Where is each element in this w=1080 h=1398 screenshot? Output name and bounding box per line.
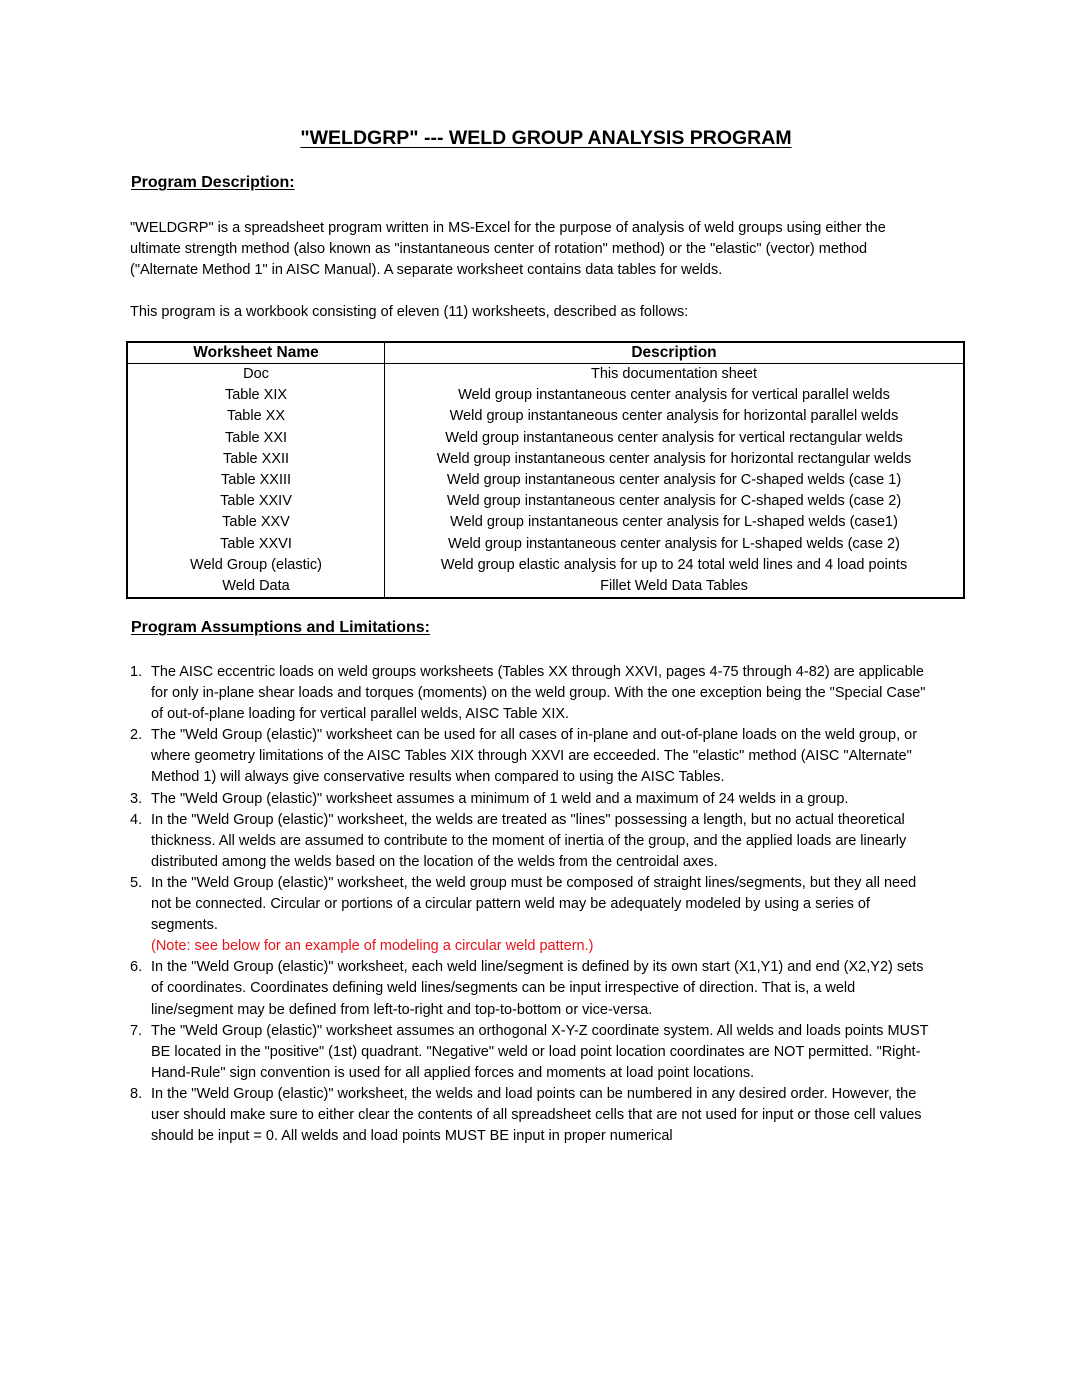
worksheet-name-cell: Table XX [127, 406, 385, 427]
description-cell: Weld group instantaneous center analysis for L-shaped welds (case1) [450, 514, 898, 531]
list-item [130, 873, 930, 957]
table-header-row [127, 342, 964, 364]
worksheet-name-cell: Doc [127, 364, 385, 386]
item-text: The "Weld Group (elastic)" worksheet assumes a minimum of 1 weld and a maximum of 24 welds in a group. [151, 790, 849, 807]
column-header-worksheet-name: Worksheet Name [127, 342, 385, 364]
table-row [127, 364, 964, 386]
item-text: The "Weld Group (elastic)" worksheet assumes an orthogonal X-Y-Z coordinate system. All welds and loads points MUST BE located in the "positive" (1st) quadrant. "Negative" weld or load point location coordinates are NOT permitted. "Right-Hand-Rule" sign convention is used for all applied forces and moments at load point locations. [151, 1022, 929, 1081]
description-cell: This documentation sheet [590, 366, 758, 382]
item-text: In the "Weld Group (elastic)" worksheet, the welds are treated as "lines" possessing a length, but no actual theoretical thickness. All welds are assumed to contribute to the moment of inertia of the group, and the applied loads are linearly distributed among the welds based on the location of the welds from the centroidal axes. [151, 811, 907, 870]
column-header-description: Description [385, 342, 965, 364]
list-item [130, 957, 930, 1020]
list-item [130, 810, 930, 873]
program-description-heading: Program Description: [131, 174, 295, 191]
worksheet-name-cell: Table XXIV [127, 491, 385, 512]
description-cell: Weld group instantaneous center analysis for vertical rectangular welds [445, 429, 903, 446]
worksheet-name-cell: Weld Group (elastic) [127, 555, 385, 576]
worksheet-name-cell: Table XXVI [127, 534, 385, 555]
table-row [127, 428, 964, 449]
list-item [130, 662, 930, 725]
worksheet-name-cell: Table XXV [127, 512, 385, 533]
item-number: 5. [130, 874, 143, 891]
description-cell: Weld group instantaneous center analysis for C-shaped welds (case 2) [446, 493, 902, 510]
worksheet-table [126, 341, 965, 599]
item-text: The "Weld Group (elastic)" worksheet can be used for all cases of in-plane and out-of-plane loads on the weld group, or where geometry limitations of the AISC Tables XIX through XXVI are ecceeded. The "elastic" method (AISC "Alternate" Method 1) will always give conservative results when compared to using the AISC Tables. [151, 727, 918, 786]
description-cell: Fillet Weld Data Tables [600, 578, 748, 595]
assumptions-list [130, 662, 930, 1147]
page-title: "WELDGRP" --- WELD GROUP ANALYSIS PROGRAM [300, 127, 792, 149]
item-number: 3. [130, 790, 143, 807]
worksheet-name-cell: Table XXI [127, 428, 385, 449]
description-cell: Weld group instantaneous center analysis for vertical parallel welds [458, 387, 890, 404]
item-number: 6. [130, 959, 143, 976]
table-row [127, 512, 964, 533]
description-cell: Weld group instantaneous center analysis for horizontal rectangular welds [436, 450, 912, 467]
table-row [127, 470, 964, 491]
description-paragraph: "WELDGRP" is a spreadsheet program written in MS-Excel for the purpose of analysis of weld groups using either the ultimate strength method (also known as "instantaneous center of rotation" method) or the "elastic" (vector) method ("Alternate Method 1" in AISC Manual). A separate worksheet contains data tables for welds. [130, 220, 886, 279]
circular-weld-note: (Note: see below for an example of modeling a circular weld pattern.) [151, 938, 594, 955]
list-item [130, 1084, 930, 1147]
list-item [130, 789, 930, 810]
description-cell: Weld group elastic analysis for up to 24 total weld lines and 4 load points [440, 556, 908, 573]
item-text: In the "Weld Group (elastic)" worksheet, the weld group must be composed of straight lines/segments, but they all need not be connected. Circular or portions of a circular pattern weld may be adequately modeled by using a series of segments. [151, 874, 917, 934]
description-cell: Weld group instantaneous center analysis for horizontal parallel welds [449, 408, 899, 425]
table-row [127, 576, 964, 598]
list-item [130, 725, 930, 788]
item-number: 8. [130, 1085, 143, 1102]
table-row [127, 534, 964, 555]
table-row [127, 406, 964, 427]
worksheet-name-cell: Table XXIII [127, 470, 385, 491]
worksheet-name-cell: Weld Data [127, 576, 385, 598]
table-row [127, 449, 964, 470]
description-cell: Weld group instantaneous center analysis for L-shaped welds (case 2) [448, 535, 900, 552]
list-item [130, 1021, 930, 1084]
item-number: 4. [130, 811, 143, 828]
item-number: 2. [130, 727, 143, 744]
workbook-intro-paragraph: This program is a workbook consisting of eleven (11) worksheets, described as follows: [130, 304, 689, 320]
table-row [127, 555, 964, 576]
table-row [127, 491, 964, 512]
worksheet-name-cell: Table XXII [127, 449, 385, 470]
description-cell: Weld group instantaneous center analysis for C-shaped welds (case 1) [446, 472, 902, 489]
item-number: 7. [130, 1022, 143, 1039]
assumptions-heading: Program Assumptions and Limitations: [131, 619, 430, 636]
item-text: In the "Weld Group (elastic)" worksheet, the welds and load points can be numbered in any desired order. However, the user should make sure to either clear the contents of all spreadsheet cells that are not used for input or those cell values should be input = 0. All welds and load points MUST BE input in proper numerical [151, 1085, 922, 1145]
item-text: In the "Weld Group (elastic)" worksheet, each weld line/segment is defined by its own start (X1,Y1) and end (X2,Y2) sets of coordinates. Coordinates defining weld lines/segments can be input irrespective of direction. That is, a weld line/segment may be defined from left-to-right and top-to-bottom or vice-versa. [151, 959, 924, 1018]
worksheet-name-cell: Table XIX [127, 385, 385, 406]
item-number: 1. [130, 664, 143, 680]
item-text: The AISC eccentric loads on weld groups worksheets (Tables XX through XXVI, pages 4-75 through 4-82) are applicable for only in-plane shear loads and torques (moments) on the weld group. With the one exception being the "Special Case" of out-of-plane loading for vertical parallel welds, AISC Table XIX. [151, 664, 926, 723]
table-row [127, 385, 964, 406]
